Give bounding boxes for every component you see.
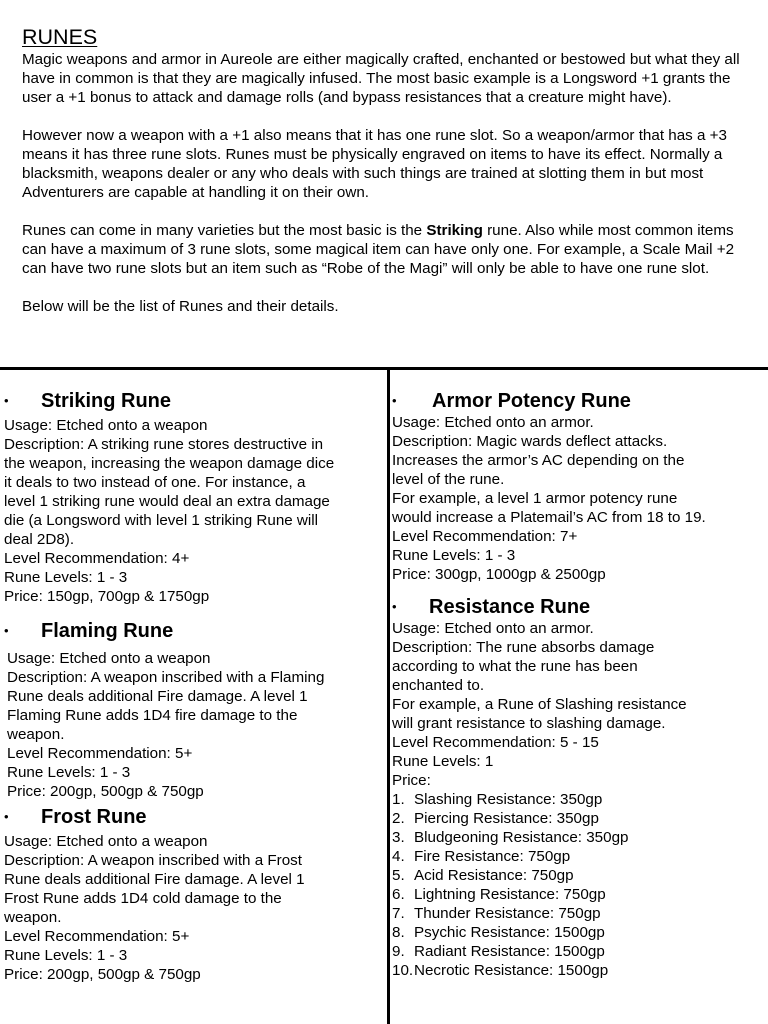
list-number: 6.	[392, 886, 405, 903]
resistance-desc-3: enchanted to.	[392, 677, 485, 694]
list-text: Radiant Resistance: 1500gp	[414, 943, 605, 960]
page-title: RUNES	[22, 25, 98, 49]
list-item	[392, 866, 764, 885]
frost-rune-section	[4, 804, 384, 984]
intro-paragraph-3	[22, 221, 752, 278]
flaming-rune-levels: Rune Levels: 1 - 3	[7, 764, 131, 781]
flaming-desc-1: Description: A weapon inscribed with a Flaming	[7, 669, 325, 686]
striking-rune-section	[4, 388, 384, 606]
list-number: 8.	[392, 924, 405, 941]
intro-section	[22, 24, 752, 316]
striking-rune-levels: Rune Levels: 1 - 3	[4, 569, 128, 586]
list-text: Acid Resistance: 750gp	[414, 867, 574, 884]
list-text: Slashing Resistance: 350gp	[414, 791, 603, 808]
frost-desc-3: Frost Rune adds 1D4 cold damage to the	[4, 890, 282, 907]
frost-desc-2: Rune deals additional Fire damage. A level 1	[4, 871, 305, 888]
resistance-price-label: Price:	[392, 772, 431, 789]
resistance-desc-4: For example, a Rune of Slashing resistance	[392, 696, 687, 713]
list-text: Thunder Resistance: 750gp	[414, 905, 601, 922]
intro-p3-end: rune. Also while most common items can have a maximum of 3 rune slots, some magical item can have only one. For example, a Scale Mail +2 can have two rune slots but an item such as “Robe of the Magi” will only be able to have one rune slot.	[22, 222, 735, 277]
frost-rune-levels: Rune Levels: 1 - 3	[4, 947, 128, 964]
list-item	[392, 961, 764, 980]
list-item	[392, 809, 764, 828]
armor-desc-4: For example, a level 1 armor potency rune	[392, 490, 678, 507]
resistance-level-rec: Level Recommendation: 5 - 15	[392, 734, 599, 751]
armor-desc-5: would increase a Platemail’s AC from 18 to 19.	[392, 509, 706, 526]
resistance-desc-1: Description: The rune absorbs damage	[392, 639, 655, 656]
list-number: 9.	[392, 943, 405, 960]
list-text: Fire Resistance: 750gp	[414, 848, 571, 865]
striking-level-rec: Level Recommendation: 4+	[4, 550, 190, 567]
resistance-rune-title: Resistance Rune	[429, 596, 591, 618]
list-item	[392, 885, 764, 904]
resistance-rune-section	[392, 594, 764, 980]
intro-paragraph-2: However now a weapon with a +1 also means that it has one rune slot. So a weapon/armor that has a +3 means it has three rune slots. Runes must be physically engraved on items to have its effect. Normally a blacksmith, weapons dealer or any who deals with such things are trained at slotting them in but most Adventurers are capable at handling it on their own.	[22, 127, 727, 201]
striking-price: Price: 150gp, 700gp & 1750gp	[4, 588, 210, 605]
bullet-icon: •	[392, 393, 397, 408]
resistance-rune-levels: Rune Levels: 1	[392, 753, 494, 770]
list-item	[392, 847, 764, 866]
list-number: 1.	[392, 791, 405, 808]
list-text: Bludgeoning Resistance: 350gp	[414, 829, 629, 846]
list-number: 4.	[392, 848, 405, 865]
striking-rune-title: Striking Rune	[41, 390, 172, 412]
flaming-usage: Usage: Etched onto a weapon	[7, 650, 211, 667]
armor-desc-2: Increases the armor’s AC depending on the	[392, 452, 685, 469]
list-text: Piercing Resistance: 350gp	[414, 810, 599, 827]
list-number: 2.	[392, 810, 405, 827]
resistance-usage: Usage: Etched onto an armor.	[392, 620, 594, 637]
bullet-icon: •	[392, 599, 397, 614]
intro-paragraph-1: Magic weapons and armor in Aureole are either magically crafted, enchanted or bestowed but what they all have in common is that they are magically infused. The most basic example is a Longsword +1 grants the user a +1 bonus to attack and damage rolls (and bypass resistances that a creature might have).	[22, 51, 740, 106]
frost-level-rec: Level Recommendation: 5+	[4, 928, 190, 945]
frost-usage: Usage: Etched onto a weapon	[4, 833, 208, 850]
flaming-desc-4: weapon.	[7, 726, 65, 743]
striking-desc-2: the weapon, increasing the weapon damage dice	[4, 455, 335, 472]
column-divider	[387, 369, 390, 1024]
list-text: Lightning Resistance: 750gp	[414, 886, 606, 903]
striking-desc-5: die (a Longsword with level 1 striking Rune will	[4, 512, 319, 529]
frost-desc-4: weapon.	[4, 909, 62, 926]
striking-desc-4: level 1 striking rune would deal an extra damage	[4, 493, 330, 510]
list-item	[392, 942, 764, 961]
armor-desc-1: Description: Magic wards deflect attacks.	[392, 433, 668, 450]
list-item	[392, 790, 764, 809]
striking-desc-1: Description: A striking rune stores destructive in	[4, 436, 324, 453]
armor-usage: Usage: Etched onto an armor.	[392, 414, 594, 431]
armor-desc-3: level of the rune.	[392, 471, 505, 488]
armor-potency-rune-title: Armor Potency Rune	[432, 390, 631, 412]
bullet-icon: •	[4, 809, 9, 824]
striking-desc-3: it deals to two instead of one. For instance, a	[4, 474, 306, 491]
list-number: 5.	[392, 867, 405, 884]
intro-paragraph-4: Below will be the list of Runes and their details.	[22, 298, 339, 315]
horizontal-divider	[0, 367, 768, 370]
striking-keyword: Striking	[426, 222, 483, 239]
striking-usage: Usage: Etched onto a weapon	[4, 417, 208, 434]
striking-desc-6: deal 2D8).	[4, 531, 75, 548]
flaming-rune-title: Flaming Rune	[41, 620, 174, 642]
armor-level-rec: Level Recommendation: 7+	[392, 528, 578, 545]
list-text: Psychic Resistance: 1500gp	[414, 924, 605, 941]
intro-p3-start: Runes can come in many varieties but the most basic is the	[22, 222, 427, 239]
list-item	[392, 828, 764, 847]
flaming-rune-section	[4, 618, 384, 801]
bullet-icon: •	[4, 393, 9, 408]
list-number: 7.	[392, 905, 405, 922]
frost-rune-title: Frost Rune	[41, 806, 147, 828]
flaming-price: Price: 200gp, 500gp & 750gp	[7, 783, 204, 800]
frost-desc-1: Description: A weapon inscribed with a Frost	[4, 852, 302, 869]
flaming-desc-3: Flaming Rune adds 1D4 fire damage to the	[7, 707, 298, 724]
list-item	[392, 923, 764, 942]
list-number: 10.	[392, 962, 414, 979]
list-number: 3.	[392, 829, 405, 846]
frost-price: Price: 200gp, 500gp & 750gp	[4, 966, 201, 983]
list-text: Necrotic Resistance: 1500gp	[414, 962, 609, 979]
flaming-desc-2: Rune deals additional Fire damage. A level 1	[7, 688, 308, 705]
armor-potency-rune-section	[392, 388, 764, 584]
resistance-desc-5: will grant resistance to slashing damage.	[392, 715, 666, 732]
resistance-desc-2: according to what the rune has been	[392, 658, 638, 675]
armor-price: Price: 300gp, 1000gp & 2500gp	[392, 566, 606, 583]
list-item	[392, 904, 764, 923]
armor-rune-levels: Rune Levels: 1 - 3	[392, 547, 516, 564]
bullet-icon: •	[4, 623, 9, 638]
flaming-level-rec: Level Recommendation: 5+	[7, 745, 193, 762]
resistance-price-list	[392, 790, 764, 980]
